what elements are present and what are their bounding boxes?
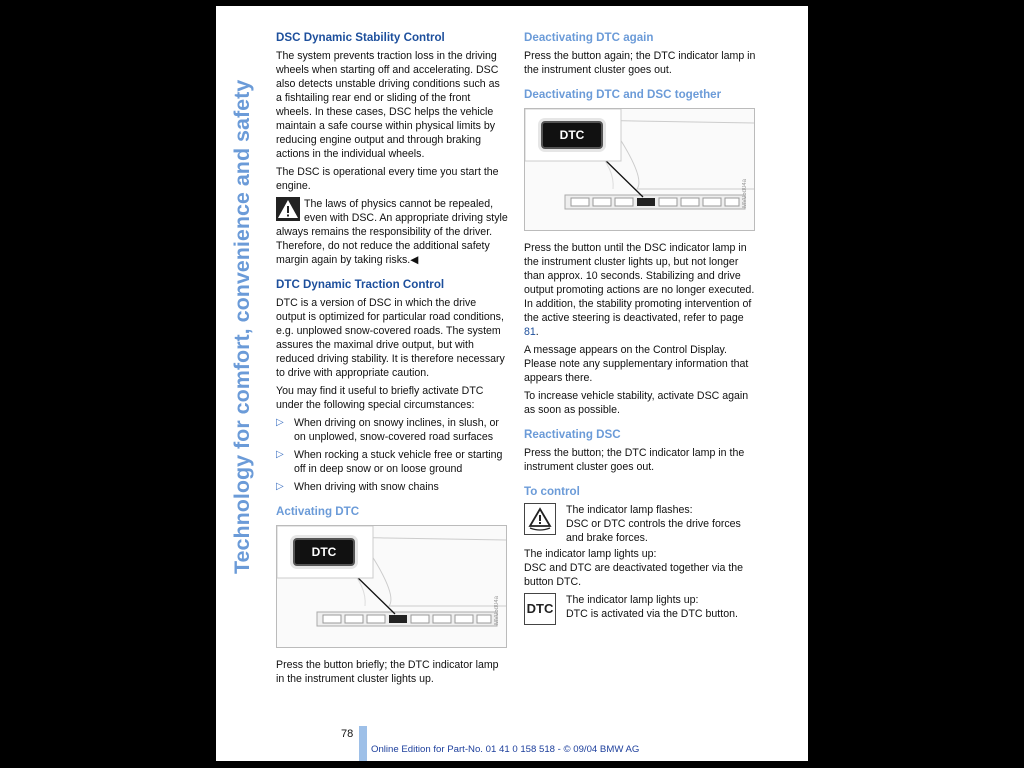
bullet-arrow-icon: ▷ xyxy=(276,481,284,492)
dsc-paragraph-2: The DSC is operational every time you start the engine. xyxy=(276,166,499,192)
page-footer xyxy=(216,728,808,761)
deactivating-both-paragraph-2: A message appears on the Control Display. Please note any supplementary information that appears there. xyxy=(524,344,749,384)
bullet-text: When driving with snow chains xyxy=(294,481,439,493)
bullet-text: When driving on snowy inclines, in slush, or on unplowed, snow-covered road surfaces xyxy=(294,417,499,443)
warning-note xyxy=(276,197,508,267)
figure-code: MV05d04a xyxy=(494,596,500,626)
online-edition-note: Online Edition for Part-No. 01 41 0 158 518 - © 09/04 BMW AG xyxy=(371,744,640,755)
activating-dtc-heading: Activating DTC xyxy=(276,505,360,518)
manual-page xyxy=(216,6,808,761)
control-line: DTC is activated via the DTC button. xyxy=(566,608,738,620)
dsc-paragraph-1: The system prevents traction loss in the driving wheels when starting off and accelerating. DSC also detects unstable driving conditions such as a fishtailing rear end or sliding of the front wheels. In these cases, DSC helps the vehicle maintain a safe course within physical limits by reducing engine output and through braking actions in the individual wheels. xyxy=(276,50,500,160)
dtc-text-icon: DTC xyxy=(524,593,556,625)
deactivating-dtc-text: Press the button again; the DTC indicator lamp in the instrument cluster goes out. xyxy=(524,50,756,76)
dsc-heading xyxy=(276,30,508,45)
page-reference-link[interactable]: 81 xyxy=(524,326,536,338)
warning-triangle-icon xyxy=(276,197,300,221)
paragraph-text-end: . xyxy=(535,326,539,338)
footer-bar xyxy=(359,726,367,761)
control-deactivated-text: DSC and DTC are deactivated together via the button DTC. xyxy=(524,562,744,588)
deactivating-both-figure xyxy=(524,108,755,231)
control-line: DSC or DTC controls the drive forces and brake forces. xyxy=(566,518,741,544)
dsc-heading-rest: Dynamic Stability Control xyxy=(303,31,445,44)
page-number: 78 xyxy=(341,728,354,740)
dtc-button-callout: DTC xyxy=(293,538,355,566)
warning-text: The laws of physics cannot be repealed, even with DSC. An appropriate driving style always remains the responsibility of the driver. Therefore, do not reduce the additional safety margin again by taking risks.◀ xyxy=(276,198,508,266)
figure-code: MV05d04a xyxy=(742,179,748,209)
dtc-paragraph-2: You may find it useful to briefly activate DTC under the following special circumstances: xyxy=(276,385,484,411)
side-title-text: Technology for comfort, convenience and safety xyxy=(230,79,254,574)
dtc-heading: DTC Dynamic Traction Control xyxy=(276,278,445,291)
bullet-item xyxy=(276,448,508,476)
control-item-flashing xyxy=(524,503,756,545)
control-lights-up-text: The indicator lamp lights up: xyxy=(524,548,657,560)
deactivating-both-heading: Deactivating DTC and DSC together xyxy=(524,88,722,101)
control-line: The indicator lamp flashes: xyxy=(566,504,693,516)
to-control-heading: To control xyxy=(524,485,580,498)
dsc-heading-prefix: DSC xyxy=(276,31,304,44)
left-column xyxy=(276,30,508,690)
activating-dtc-text: Press the button briefly; the DTC indicator lamp in the instrument cluster lights up. xyxy=(276,659,499,685)
control-item-text xyxy=(566,593,738,621)
reactivating-dsc-heading: Reactivating DSC xyxy=(524,428,621,441)
paragraph-text: Press the button until the DSC indicator lamp in the instrument cluster lights up, but not longer than approx. 10 seconds. Stabilizing and drive output promoting actions are no longer executed. In addition, the stability promoting intervention of the active steering is deactivated, refer to page xyxy=(524,242,755,324)
side-title-svg xyxy=(216,6,264,576)
control-line: The indicator lamp lights up: xyxy=(566,594,699,606)
stability-warning-icon xyxy=(524,503,556,535)
dtc-button-callout: DTC xyxy=(541,121,603,149)
bullet-text: When rocking a stuck vehicle free or starting off in deep snow or on loose ground xyxy=(294,449,503,475)
control-item-dtc xyxy=(524,593,756,625)
deactivating-both-paragraph-3: To increase vehicle stability, activate DSC again as soon as possible. xyxy=(524,390,749,416)
reactivating-dsc-text: Press the button; the DTC indicator lamp in the instrument cluster goes out. xyxy=(524,447,745,473)
bullet-item xyxy=(276,480,508,494)
deactivating-dtc-heading: Deactivating DTC again xyxy=(524,31,654,44)
dtc-paragraph-1: DTC is a version of DSC in which the drive output is optimized for particular road conditions, e.g. unplowed snow-covered roads. The system assures the maximal drive output, but with reduced driving stability. It is therefore necessary to drive with appropriate caution. xyxy=(276,297,505,379)
control-item-text xyxy=(566,503,756,545)
bullet-item xyxy=(276,416,508,444)
deactivating-both-paragraph-1 xyxy=(524,241,756,339)
bullet-arrow-icon: ▷ xyxy=(276,449,284,460)
activating-dtc-figure xyxy=(276,525,507,648)
side-title xyxy=(216,6,264,576)
bullet-arrow-icon: ▷ xyxy=(276,417,284,428)
right-column xyxy=(524,30,756,627)
dtc-bullet-list xyxy=(276,416,508,494)
stability-warning-glyph xyxy=(527,506,553,532)
